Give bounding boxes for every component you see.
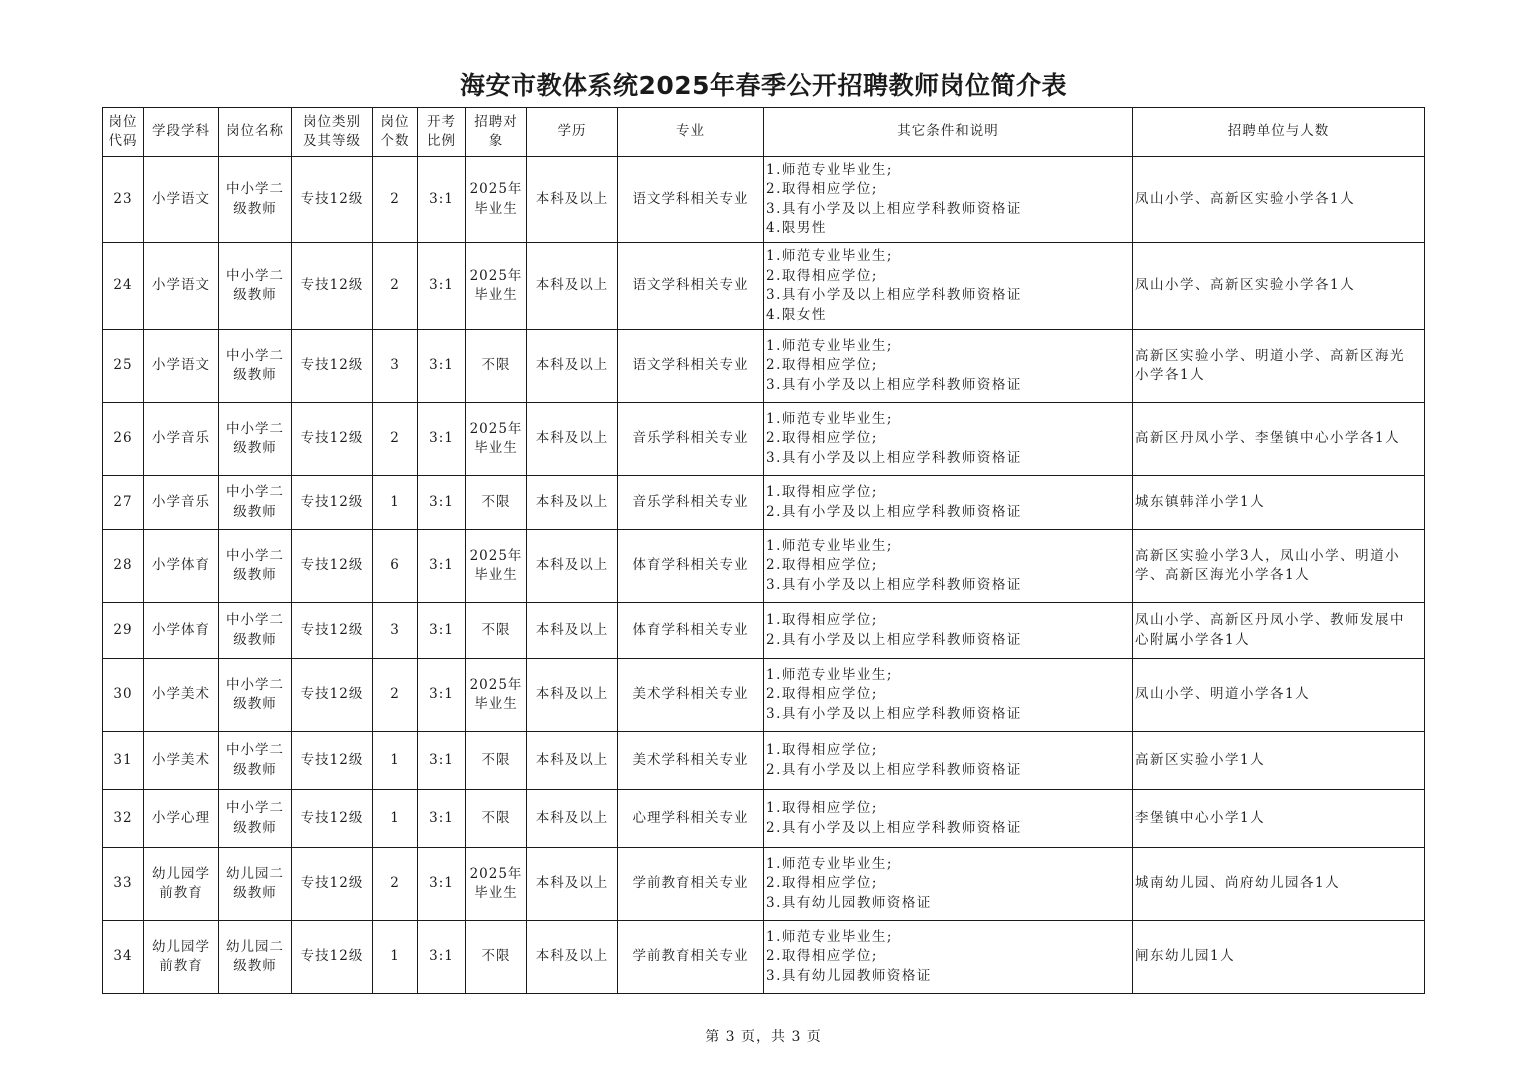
cell-edu: 本科及以上 [527, 659, 618, 732]
table-row [103, 476, 1425, 530]
cell-edu: 本科及以上 [527, 243, 618, 330]
cell-ratio: 3:1 [418, 659, 466, 732]
cell-target [466, 659, 527, 732]
cell-subject [144, 243, 219, 330]
cell-units [1133, 790, 1425, 848]
cell-line: 级教师 [233, 287, 277, 303]
page-number-footer: 第 3 页，共 3 页 [705, 1029, 822, 1045]
cell-line: 1.师范专业毕业生; [766, 928, 893, 945]
cell-code: 24 [103, 243, 144, 330]
cell-cond [764, 848, 1133, 921]
cell-cond [764, 921, 1133, 994]
cell-level: 专技12级 [292, 403, 373, 476]
cell-units [1133, 243, 1425, 330]
column-header-line: 及其等级 [303, 133, 361, 149]
cell-ratio: 3:1 [418, 330, 466, 403]
column-header-target [466, 108, 527, 157]
cell-line: 高新区实验小学1人 [1135, 751, 1266, 768]
cell-ratio: 3:1 [418, 157, 466, 243]
cell-major: 音乐学科相关专业 [618, 476, 764, 530]
cell-ratio: 3:1 [418, 476, 466, 530]
cell-count: 2 [373, 659, 418, 732]
cell-line: 不限 [481, 751, 511, 768]
cell-target [466, 243, 527, 330]
cell-units [1133, 476, 1425, 530]
cell-post [219, 157, 292, 243]
cell-major: 学前教育相关专业 [618, 848, 764, 921]
cell-code: 30 [103, 659, 144, 732]
cell-edu: 本科及以上 [527, 921, 618, 994]
cell-line: 李堡镇中心小学1人 [1135, 809, 1266, 826]
cell-major: 语文学科相关专业 [618, 157, 764, 243]
column-header-ratio [418, 108, 466, 157]
cell-line: 中小学二 [226, 742, 284, 758]
cell-count: 3 [373, 330, 418, 403]
cell-line: 3.具有小学及以上相应学科教师资格证 [766, 376, 1022, 393]
cell-target [466, 848, 527, 921]
cell-line: 级教师 [233, 761, 277, 778]
cell-ratio: 3:1 [418, 530, 466, 603]
cell-line: 2.具有小学及以上相应学科教师资格证 [766, 503, 1022, 520]
column-header-line: 学历 [557, 123, 587, 140]
cell-subject [144, 403, 219, 476]
cell-count: 2 [373, 848, 418, 921]
cell-line: 1.师范专业毕业生; [766, 248, 893, 264]
cell-line: 城南幼儿园、尚府幼儿园各1人 [1135, 875, 1341, 892]
cell-level: 专技12级 [292, 732, 373, 790]
cell-post [219, 790, 292, 848]
cell-units [1133, 403, 1425, 476]
cell-line: 高新区丹凤小学、李堡镇中心小学各1人 [1135, 430, 1401, 447]
cell-units [1133, 603, 1425, 659]
cell-major: 美术学科相关专业 [618, 732, 764, 790]
cell-target [466, 790, 527, 848]
cell-line: 中小学二 [226, 612, 284, 628]
cell-line: 毕业生 [474, 885, 518, 901]
cell-target [466, 330, 527, 403]
cell-line: 1.取得相应学位; [766, 742, 878, 758]
cell-line: 2025年 [469, 547, 523, 564]
cell-line: 级教师 [233, 200, 277, 217]
cell-code: 28 [103, 530, 144, 603]
cell-line: 中小学二 [226, 676, 284, 693]
cell-line: 小学美术 [152, 751, 210, 768]
cell-units [1133, 330, 1425, 403]
cell-count: 2 [373, 157, 418, 243]
cell-line: 2.取得相应学位; [766, 948, 878, 965]
cell-line: 幼儿园二 [226, 865, 284, 882]
cell-line: 毕业生 [474, 287, 518, 303]
cell-code: 23 [103, 157, 144, 243]
cell-line: 小学体育 [152, 557, 210, 574]
column-header-line: 岗位 [380, 113, 410, 130]
page-title: 海安市教体系统2025年春季公开招聘教师岗位简介表 [459, 71, 1068, 100]
cell-line: 级教师 [233, 440, 277, 456]
cell-count: 2 [373, 243, 418, 330]
table-body [103, 157, 1425, 994]
column-header-cond [764, 108, 1133, 157]
cell-target [466, 476, 527, 530]
cell-line: 中小学二 [226, 181, 284, 197]
cell-line: 2.具有小学及以上相应学科教师资格证 [766, 761, 1022, 778]
column-header-line: 开考 [427, 113, 456, 130]
table-row [103, 530, 1425, 603]
cell-line: 2.取得相应学位; [766, 267, 878, 284]
column-header-line: 比例 [427, 133, 456, 149]
cell-line: 级教师 [233, 885, 277, 901]
cell-edu: 本科及以上 [527, 732, 618, 790]
cell-line: 2025年 [469, 267, 523, 284]
cell-edu: 本科及以上 [527, 603, 618, 659]
cell-line: 2.具有小学及以上相应学科教师资格证 [766, 819, 1022, 836]
table-row [103, 603, 1425, 659]
cell-line: 1.取得相应学位; [766, 484, 878, 500]
cell-line: 小学各1人 [1135, 367, 1206, 383]
cell-cond [764, 476, 1133, 530]
cell-major: 体育学科相关专业 [618, 530, 764, 603]
cell-line: 前教育 [159, 885, 203, 901]
cell-line: 前教育 [159, 958, 203, 974]
cell-line: 级教师 [233, 631, 277, 648]
cell-target [466, 157, 527, 243]
column-header-line: 专业 [676, 123, 705, 140]
cell-subject [144, 790, 219, 848]
cell-post [219, 732, 292, 790]
cell-edu: 本科及以上 [527, 403, 618, 476]
cell-line: 小学音乐 [152, 493, 210, 510]
cell-line: 2.取得相应学位; [766, 557, 878, 574]
cell-line: 凤山小学、高新区实验小学各1人 [1135, 277, 1356, 294]
cell-post [219, 603, 292, 659]
cell-post [219, 403, 292, 476]
cell-post [219, 243, 292, 330]
column-header-line: 个数 [380, 133, 410, 149]
cell-subject [144, 659, 219, 732]
cell-target [466, 530, 527, 603]
table-header-row [103, 108, 1425, 157]
cell-line: 2025年 [469, 181, 523, 197]
cell-line: 中小学二 [226, 347, 284, 364]
cell-code: 34 [103, 921, 144, 994]
cell-ratio: 3:1 [418, 403, 466, 476]
cell-line: 毕业生 [474, 200, 518, 217]
cell-level: 专技12级 [292, 659, 373, 732]
cell-count: 2 [373, 403, 418, 476]
cell-line: 4.限女性 [766, 306, 827, 323]
cell-major: 学前教育相关专业 [618, 921, 764, 994]
recruitment-table [102, 107, 1425, 994]
cell-line: 1.取得相应学位; [766, 800, 878, 816]
cell-cond [764, 530, 1133, 603]
cell-major: 语文学科相关专业 [618, 243, 764, 330]
cell-edu: 本科及以上 [527, 157, 618, 243]
cell-line: 高新区实验小学、明道小学、高新区海光 [1135, 347, 1405, 364]
cell-line: 级教师 [233, 367, 277, 383]
column-header-line: 代码 [108, 133, 138, 149]
cell-cond [764, 659, 1133, 732]
column-header-edu [527, 108, 618, 157]
cell-line: 幼儿园学 [152, 865, 210, 882]
cell-line: 不限 [481, 357, 511, 374]
cell-ratio: 3:1 [418, 921, 466, 994]
column-header-count [373, 108, 418, 157]
cell-line: 3.具有幼儿园教师资格证 [766, 894, 932, 911]
cell-subject [144, 848, 219, 921]
cell-code: 29 [103, 603, 144, 659]
cell-cond [764, 790, 1133, 848]
column-header-code [103, 108, 144, 157]
cell-line: 3.具有幼儿园教师资格证 [766, 967, 932, 984]
cell-line: 级教师 [233, 503, 277, 520]
cell-line: 中小学二 [226, 267, 284, 284]
cell-target [466, 403, 527, 476]
cell-line: 2.取得相应学位; [766, 181, 878, 197]
cell-level: 专技12级 [292, 243, 373, 330]
cell-code: 27 [103, 476, 144, 530]
cell-target [466, 732, 527, 790]
cell-line: 2.具有小学及以上相应学科教师资格证 [766, 631, 1022, 648]
cell-line: 1.取得相应学位; [766, 612, 878, 628]
cell-code: 26 [103, 403, 144, 476]
cell-major: 美术学科相关专业 [618, 659, 764, 732]
cell-line: 2025年 [469, 865, 523, 882]
cell-subject [144, 921, 219, 994]
cell-level: 专技12级 [292, 848, 373, 921]
table-row [103, 732, 1425, 790]
cell-count: 1 [373, 921, 418, 994]
cell-major: 音乐学科相关专业 [618, 403, 764, 476]
cell-line: 不限 [481, 621, 511, 638]
column-header-line: 岗位类别 [303, 113, 361, 130]
cell-line: 3.具有小学及以上相应学科教师资格证 [766, 200, 1022, 217]
cell-line: 不限 [481, 493, 511, 510]
column-header-line: 岗位名称 [226, 123, 284, 140]
cell-count: 1 [373, 732, 418, 790]
column-header-major [618, 108, 764, 157]
cell-level: 专技12级 [292, 921, 373, 994]
cell-line: 毕业生 [474, 696, 518, 712]
cell-subject [144, 732, 219, 790]
cell-line: 1.师范专业毕业生; [766, 161, 893, 178]
cell-code: 31 [103, 732, 144, 790]
cell-line: 1.师范专业毕业生; [766, 666, 893, 683]
cell-subject [144, 330, 219, 403]
cell-level: 专技12级 [292, 330, 373, 403]
cell-units [1133, 659, 1425, 732]
table-row [103, 157, 1425, 243]
cell-cond [764, 732, 1133, 790]
cell-units [1133, 732, 1425, 790]
cell-line: 中小学二 [226, 420, 284, 437]
cell-major: 体育学科相关专业 [618, 603, 764, 659]
cell-post [219, 921, 292, 994]
cell-line: 级教师 [233, 819, 277, 836]
cell-line: 中小学二 [226, 800, 284, 816]
cell-line: 1.师范专业毕业生; [766, 410, 893, 427]
column-header-level [292, 108, 373, 157]
cell-line: 2.取得相应学位; [766, 430, 878, 447]
cell-line: 2.取得相应学位; [766, 686, 878, 703]
cell-line: 不限 [481, 809, 511, 826]
table-row [103, 330, 1425, 403]
cell-cond [764, 330, 1133, 403]
cell-units [1133, 921, 1425, 994]
cell-line: 学、高新区海光小学各1人 [1135, 567, 1311, 583]
cell-line: 2025年 [469, 420, 523, 437]
cell-line: 2.取得相应学位; [766, 875, 878, 892]
column-header-line: 其它条件和说明 [897, 123, 999, 140]
table-row [103, 243, 1425, 330]
cell-line: 级教师 [233, 958, 277, 974]
cell-edu: 本科及以上 [527, 530, 618, 603]
cell-subject [144, 530, 219, 603]
cell-line: 小学语文 [152, 190, 210, 207]
cell-line: 高新区实验小学3人，凤山小学、明道小 [1135, 547, 1401, 564]
cell-line: 3.具有小学及以上相应学科教师资格证 [766, 449, 1022, 466]
cell-ratio: 3:1 [418, 732, 466, 790]
cell-level: 专技12级 [292, 530, 373, 603]
cell-post [219, 659, 292, 732]
cell-line: 心附属小学各1人 [1135, 631, 1251, 648]
cell-line: 凤山小学、高新区丹凤小学、教师发展中 [1135, 612, 1405, 628]
cell-line: 不限 [481, 948, 511, 965]
cell-line: 中小学二 [226, 484, 284, 500]
cell-line: 小学音乐 [152, 430, 210, 447]
cell-edu: 本科及以上 [527, 790, 618, 848]
cell-line: 凤山小学、明道小学各1人 [1135, 686, 1311, 703]
cell-count: 1 [373, 790, 418, 848]
cell-units [1133, 848, 1425, 921]
cell-line: 城东镇韩洋小学1人 [1135, 493, 1266, 510]
cell-line: 2025年 [469, 676, 523, 693]
cell-line: 毕业生 [474, 567, 518, 583]
column-header-units [1133, 108, 1425, 157]
cell-post [219, 848, 292, 921]
cell-line: 小学语文 [152, 277, 210, 294]
cell-line: 幼儿园学 [152, 938, 210, 955]
table-row [103, 848, 1425, 921]
cell-line: 毕业生 [474, 440, 518, 456]
table-row [103, 921, 1425, 994]
cell-units [1133, 530, 1425, 603]
cell-edu: 本科及以上 [527, 330, 618, 403]
cell-post [219, 476, 292, 530]
cell-ratio: 3:1 [418, 848, 466, 921]
cell-code: 25 [103, 330, 144, 403]
cell-level: 专技12级 [292, 476, 373, 530]
cell-line: 小学心理 [152, 809, 210, 826]
cell-units [1133, 157, 1425, 243]
table-row [103, 659, 1425, 732]
cell-line: 小学语文 [152, 357, 210, 374]
cell-ratio: 3:1 [418, 243, 466, 330]
cell-code: 32 [103, 790, 144, 848]
recruitment-table-wrapper [102, 107, 1424, 994]
cell-code: 33 [103, 848, 144, 921]
cell-line: 级教师 [233, 696, 277, 712]
cell-major: 语文学科相关专业 [618, 330, 764, 403]
column-header-line: 招聘对 [474, 113, 518, 130]
cell-cond [764, 603, 1133, 659]
cell-level: 专技12级 [292, 157, 373, 243]
column-header-line: 岗位 [108, 113, 138, 130]
cell-cond [764, 403, 1133, 476]
cell-line: 小学体育 [152, 621, 210, 638]
cell-ratio: 3:1 [418, 603, 466, 659]
cell-post [219, 330, 292, 403]
cell-line: 2.取得相应学位; [766, 357, 878, 374]
cell-target [466, 921, 527, 994]
cell-level: 专技12级 [292, 790, 373, 848]
cell-line: 3.具有小学及以上相应学科教师资格证 [766, 576, 1022, 593]
cell-subject [144, 476, 219, 530]
table-row [103, 790, 1425, 848]
column-header-line: 学段学科 [152, 123, 210, 140]
cell-edu: 本科及以上 [527, 848, 618, 921]
cell-line: 1.师范专业毕业生; [766, 337, 893, 354]
cell-line: 幼儿园二 [226, 938, 284, 955]
cell-line: 小学美术 [152, 686, 210, 703]
column-header-line: 招聘单位与人数 [1227, 123, 1330, 140]
cell-ratio: 3:1 [418, 790, 466, 848]
cell-post [219, 530, 292, 603]
cell-line: 闸东幼儿园1人 [1135, 948, 1236, 965]
cell-subject [144, 603, 219, 659]
table-row [103, 403, 1425, 476]
cell-count: 6 [373, 530, 418, 603]
cell-line: 级教师 [233, 567, 277, 583]
cell-line: 3.具有小学及以上相应学科教师资格证 [766, 705, 1022, 722]
cell-cond [764, 243, 1133, 330]
cell-target [466, 603, 527, 659]
cell-level: 专技12级 [292, 603, 373, 659]
cell-major: 心理学科相关专业 [618, 790, 764, 848]
cell-count: 1 [373, 476, 418, 530]
cell-line: 3.具有小学及以上相应学科教师资格证 [766, 287, 1022, 303]
cell-count: 3 [373, 603, 418, 659]
cell-subject [144, 157, 219, 243]
cell-line: 凤山小学、高新区实验小学各1人 [1135, 190, 1356, 207]
cell-line: 中小学二 [226, 547, 284, 564]
cell-cond [764, 157, 1133, 243]
cell-edu: 本科及以上 [527, 476, 618, 530]
column-header-post [219, 108, 292, 157]
cell-line: 4.限男性 [766, 220, 827, 236]
cell-line: 1.师范专业毕业生; [766, 537, 893, 554]
column-header-line: 象 [488, 133, 504, 149]
cell-line: 1.师范专业毕业生; [766, 855, 893, 872]
column-header-subject [144, 108, 219, 157]
